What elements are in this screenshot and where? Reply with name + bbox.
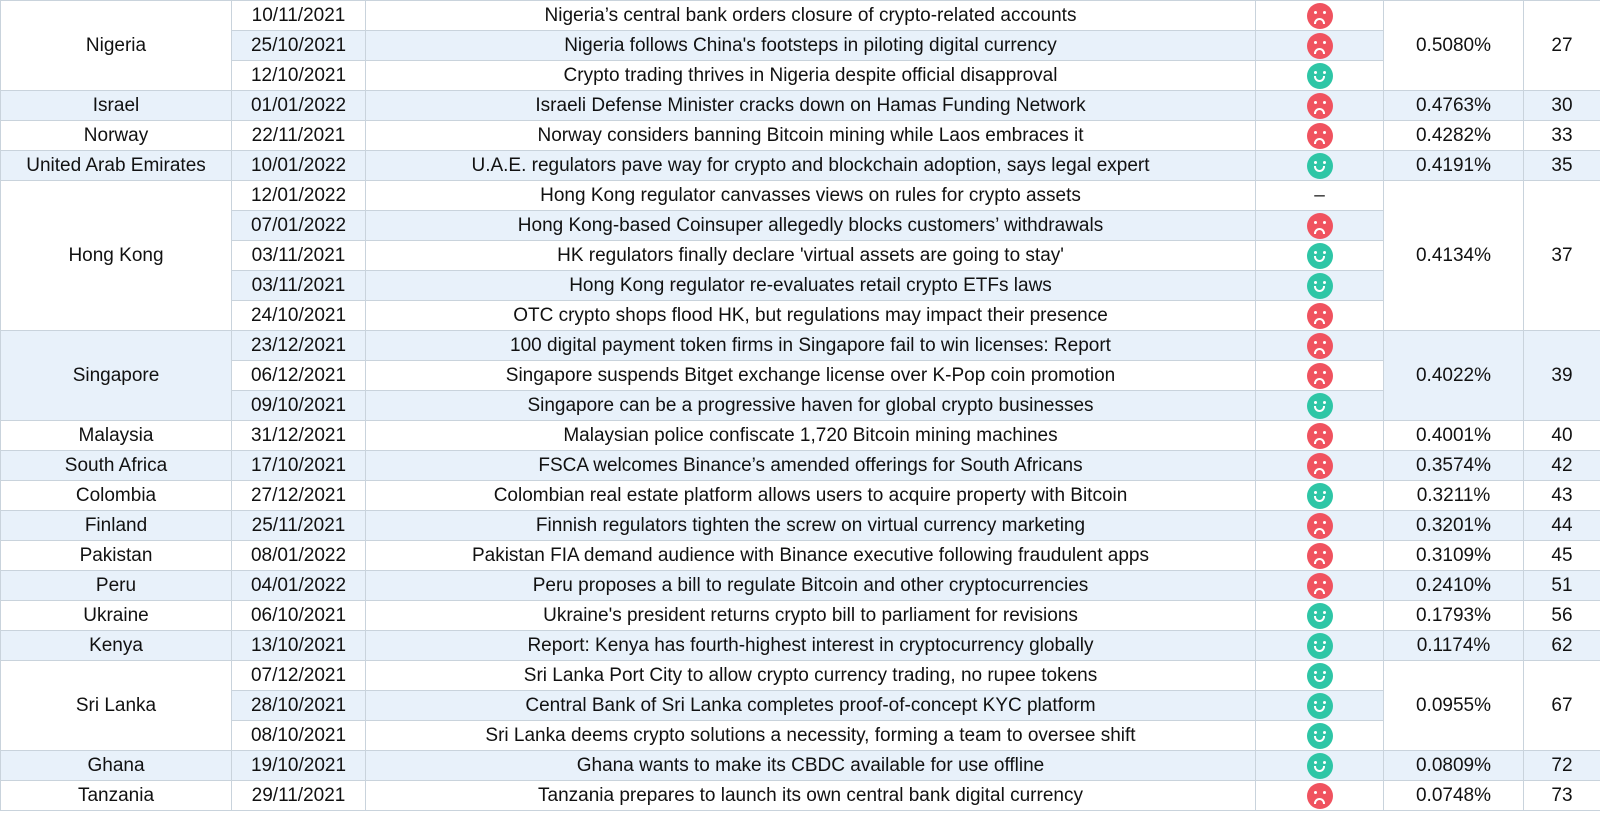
headline-cell[interactable]: U.A.E. regulators pave way for crypto and blockchain adoption, says legal expert [366, 151, 1256, 181]
date-cell[interactable]: 12/10/2021 [232, 61, 366, 91]
date-cell[interactable]: 06/12/2021 [232, 361, 366, 391]
sad-face-icon [1307, 33, 1333, 59]
date-cell[interactable]: 07/12/2021 [232, 661, 366, 691]
percent-cell[interactable]: 0.4001% [1384, 421, 1524, 451]
sentiment-cell[interactable] [1256, 121, 1384, 151]
table-row [1, 331, 1600, 361]
date-cell[interactable]: 24/10/2021 [232, 301, 366, 331]
country-cell[interactable]: Malaysia [1, 421, 232, 451]
date-cell[interactable]: 27/12/2021 [232, 481, 366, 511]
table-body [1, 1, 1600, 811]
percent-cell[interactable]: 0.3211% [1384, 481, 1524, 511]
rank-cell[interactable]: 43 [1524, 481, 1600, 511]
rank-cell[interactable]: 73 [1524, 781, 1600, 811]
happy-face-icon [1307, 633, 1333, 659]
rank-cell[interactable]: 62 [1524, 631, 1600, 661]
rank-cell[interactable]: 56 [1524, 601, 1600, 631]
headline-cell[interactable]: Pakistan FIA demand audience with Binance executive following fraudulent apps [366, 541, 1256, 571]
table-row [1, 661, 1600, 691]
headline-cell[interactable]: Hong Kong regulator canvasses views on rules for crypto assets [366, 181, 1256, 211]
table-row [1, 211, 1600, 241]
country-cell[interactable]: Nigeria [1, 1, 232, 91]
headline-cell[interactable]: Colombian real estate platform allows users to acquire property with Bitcoin [366, 481, 1256, 511]
table-row [1, 421, 1600, 451]
table-row [1, 691, 1600, 721]
table-row [1, 301, 1600, 331]
headline-cell[interactable]: Crypto trading thrives in Nigeria despite official disapproval [366, 61, 1256, 91]
headline-cell[interactable]: Ukraine's president returns crypto bill to parliament for revisions [366, 601, 1256, 631]
percent-cell[interactable]: 0.3201% [1384, 511, 1524, 541]
percent-cell[interactable]: 0.2410% [1384, 571, 1524, 601]
country-cell[interactable]: Peru [1, 571, 232, 601]
date-cell[interactable]: 13/10/2021 [232, 631, 366, 661]
table-row [1, 601, 1600, 631]
date-cell[interactable]: 01/01/2022 [232, 91, 366, 121]
date-cell[interactable]: 09/10/2021 [232, 391, 366, 421]
happy-face-icon [1307, 663, 1333, 689]
sentiment-cell[interactable] [1256, 631, 1384, 661]
table-row [1, 31, 1600, 61]
headline-cell[interactable]: Sri Lanka deems crypto solutions a necessity, forming a team to oversee shift [366, 721, 1256, 751]
sentiment-cell[interactable] [1256, 91, 1384, 121]
rank-cell[interactable]: 30 [1524, 91, 1600, 121]
table-row [1, 781, 1600, 811]
date-cell[interactable]: 03/11/2021 [232, 271, 366, 301]
headline-cell[interactable]: Peru proposes a bill to regulate Bitcoin and other cryptocurrencies [366, 571, 1256, 601]
country-cell[interactable]: United Arab Emirates [1, 151, 232, 181]
sentiment-cell[interactable] [1256, 571, 1384, 601]
sentiment-cell[interactable] [1256, 751, 1384, 781]
sentiment-cell[interactable] [1256, 781, 1384, 811]
sad-face-icon [1307, 213, 1333, 239]
sad-face-icon [1307, 93, 1333, 119]
sad-face-icon [1307, 303, 1333, 329]
headline-cell[interactable]: 100 digital payment token firms in Singapore fail to win licenses: Report [366, 331, 1256, 361]
country-cell[interactable]: Tanzania [1, 781, 232, 811]
date-cell[interactable]: 03/11/2021 [232, 241, 366, 271]
rank-cell[interactable]: 51 [1524, 571, 1600, 601]
date-cell[interactable]: 31/12/2021 [232, 421, 366, 451]
percent-cell[interactable]: 0.4022% [1384, 331, 1524, 421]
sad-face-icon [1307, 123, 1333, 149]
rank-cell[interactable]: 39 [1524, 331, 1600, 421]
rank-cell[interactable]: 35 [1524, 151, 1600, 181]
headline-cell[interactable]: Hong Kong regulator re-evaluates retail crypto ETFs laws [366, 271, 1256, 301]
percent-cell[interactable]: 0.4134% [1384, 181, 1524, 331]
sentiment-cell[interactable] [1256, 511, 1384, 541]
country-cell[interactable]: Ghana [1, 751, 232, 781]
percent-cell[interactable]: 0.4282% [1384, 121, 1524, 151]
rank-cell[interactable]: 45 [1524, 541, 1600, 571]
date-cell[interactable]: 25/10/2021 [232, 31, 366, 61]
headline-cell[interactable]: Norway considers banning Bitcoin mining while Laos embraces it [366, 121, 1256, 151]
headline-cell[interactable]: HK regulators finally declare 'virtual assets are going to stay' [366, 241, 1256, 271]
headline-cell[interactable]: FSCA welcomes Binance’s amended offerings for South Africans [366, 451, 1256, 481]
sentiment-cell[interactable] [1256, 721, 1384, 751]
headline-cell[interactable]: Hong Kong-based Coinsuper allegedly blocks customers’ withdrawals [366, 211, 1256, 241]
headline-cell[interactable]: Finnish regulators tighten the screw on virtual currency marketing [366, 511, 1256, 541]
happy-face-icon [1307, 63, 1333, 89]
sentiment-cell[interactable] [1256, 691, 1384, 721]
sentiment-cell[interactable] [1256, 541, 1384, 571]
country-cell[interactable]: Sri Lanka [1, 661, 232, 751]
rank-cell[interactable]: 40 [1524, 421, 1600, 451]
sad-face-icon [1307, 573, 1333, 599]
rank-cell[interactable]: 67 [1524, 661, 1600, 751]
rank-cell[interactable]: 27 [1524, 1, 1600, 91]
table-row [1, 61, 1600, 91]
rank-cell[interactable]: 37 [1524, 181, 1600, 331]
sentiment-cell[interactable] [1256, 151, 1384, 181]
sad-face-icon [1307, 363, 1333, 389]
happy-face-icon [1307, 273, 1333, 299]
sentiment-cell[interactable] [1256, 1, 1384, 31]
date-cell[interactable]: 07/01/2022 [232, 211, 366, 241]
date-cell[interactable]: 17/10/2021 [232, 451, 366, 481]
headline-cell[interactable]: Singapore suspends Bitget exchange license over K-Pop coin promotion [366, 361, 1256, 391]
neutral-dash: – [1314, 184, 1325, 206]
percent-cell[interactable]: 0.1793% [1384, 601, 1524, 631]
happy-face-icon [1307, 153, 1333, 179]
table-row [1, 451, 1600, 481]
date-cell[interactable]: 06/10/2021 [232, 601, 366, 631]
percent-cell[interactable]: 0.3574% [1384, 451, 1524, 481]
sad-face-icon [1307, 513, 1333, 539]
percent-cell[interactable]: 0.1174% [1384, 631, 1524, 661]
headline-cell[interactable]: OTC crypto shops flood HK, but regulations may impact their presence [366, 301, 1256, 331]
happy-face-icon [1307, 603, 1333, 629]
table-row [1, 721, 1600, 751]
table-row [1, 91, 1600, 121]
country-cell[interactable]: Hong Kong [1, 181, 232, 331]
sad-face-icon [1307, 333, 1333, 359]
date-cell[interactable]: 23/12/2021 [232, 331, 366, 361]
sad-face-icon [1307, 3, 1333, 29]
sad-face-icon [1307, 453, 1333, 479]
table-row [1, 181, 1600, 211]
rank-cell[interactable]: 42 [1524, 451, 1600, 481]
sentiment-cell[interactable] [1256, 331, 1384, 361]
sentiment-cell[interactable] [1256, 211, 1384, 241]
country-cell[interactable]: Singapore [1, 331, 232, 421]
date-cell[interactable]: 08/01/2022 [232, 541, 366, 571]
date-cell[interactable]: 10/01/2022 [232, 151, 366, 181]
percent-cell[interactable]: 0.4191% [1384, 151, 1524, 181]
sentiment-cell[interactable] [1256, 481, 1384, 511]
sentiment-cell[interactable] [1256, 421, 1384, 451]
headline-cell[interactable]: Central Bank of Sri Lanka completes proof-of-concept KYC platform [366, 691, 1256, 721]
percent-cell[interactable]: 0.3109% [1384, 541, 1524, 571]
sentiment-cell[interactable] [1256, 61, 1384, 91]
sad-face-icon [1307, 783, 1333, 809]
table-row [1, 361, 1600, 391]
happy-face-icon [1307, 693, 1333, 719]
headline-cell[interactable]: Tanzania prepares to launch its own central bank digital currency [366, 781, 1256, 811]
headline-cell[interactable]: Report: Kenya has fourth-highest interest in cryptocurrency globally [366, 631, 1256, 661]
date-cell[interactable]: 08/10/2021 [232, 721, 366, 751]
headline-cell[interactable]: Malaysian police confiscate 1,720 Bitcoin mining machines [366, 421, 1256, 451]
percent-cell[interactable]: 0.0955% [1384, 661, 1524, 751]
country-cell[interactable]: Ukraine [1, 601, 232, 631]
sentiment-cell[interactable] [1256, 31, 1384, 61]
percent-cell[interactable]: 0.0809% [1384, 751, 1524, 781]
headline-cell[interactable]: Nigeria’s central bank orders closure of crypto-related accounts [366, 1, 1256, 31]
country-cell[interactable]: Norway [1, 121, 232, 151]
date-cell[interactable]: 28/10/2021 [232, 691, 366, 721]
table-row [1, 151, 1600, 181]
happy-face-icon [1307, 753, 1333, 779]
headline-cell[interactable]: Nigeria follows China's footsteps in piloting digital currency [366, 31, 1256, 61]
date-cell[interactable]: 25/11/2021 [232, 511, 366, 541]
country-cell[interactable]: Israel [1, 91, 232, 121]
happy-face-icon [1307, 483, 1333, 509]
rank-cell[interactable]: 44 [1524, 511, 1600, 541]
headline-cell[interactable]: Ghana wants to make its CBDC available for use offline [366, 751, 1256, 781]
headline-cell[interactable]: Sri Lanka Port City to allow crypto currency trading, no rupee tokens [366, 661, 1256, 691]
percent-cell[interactable]: 0.4763% [1384, 91, 1524, 121]
sentiment-cell[interactable] [1256, 601, 1384, 631]
sentiment-cell[interactable] [1256, 661, 1384, 691]
rank-cell[interactable]: 33 [1524, 121, 1600, 151]
percent-cell[interactable]: 0.5080% [1384, 1, 1524, 91]
sentiment-cell[interactable] [1256, 301, 1384, 331]
sad-face-icon [1307, 543, 1333, 569]
table-row [1, 121, 1600, 151]
date-cell[interactable]: 10/11/2021 [232, 1, 366, 31]
sentiment-cell[interactable] [1256, 181, 1384, 211]
date-cell[interactable]: 04/01/2022 [232, 571, 366, 601]
table-row [1, 751, 1600, 781]
country-cell[interactable]: Kenya [1, 631, 232, 661]
table-row [1, 541, 1600, 571]
sad-face-icon [1307, 423, 1333, 449]
table-row [1, 481, 1600, 511]
date-cell[interactable]: 19/10/2021 [232, 751, 366, 781]
happy-face-icon [1307, 723, 1333, 749]
table-row [1, 631, 1600, 661]
date-cell[interactable]: 12/01/2022 [232, 181, 366, 211]
sentiment-cell[interactable] [1256, 361, 1384, 391]
sentiment-cell[interactable] [1256, 391, 1384, 421]
percent-cell[interactable]: 0.0748% [1384, 781, 1524, 811]
table-row [1, 241, 1600, 271]
happy-face-icon [1307, 393, 1333, 419]
sentiment-cell[interactable] [1256, 451, 1384, 481]
date-cell[interactable]: 22/11/2021 [232, 121, 366, 151]
table-row [1, 571, 1600, 601]
table-row [1, 271, 1600, 301]
country-cell[interactable]: South Africa [1, 451, 232, 481]
table-row [1, 511, 1600, 541]
sentiment-cell[interactable] [1256, 271, 1384, 301]
sentiment-cell[interactable] [1256, 241, 1384, 271]
happy-face-icon [1307, 243, 1333, 269]
headline-cell[interactable]: Israeli Defense Minister cracks down on Hamas Funding Network [366, 91, 1256, 121]
table-row [1, 391, 1600, 421]
rank-cell[interactable]: 72 [1524, 751, 1600, 781]
headline-cell[interactable]: Singapore can be a progressive haven for global crypto businesses [366, 391, 1256, 421]
country-cell[interactable]: Pakistan [1, 541, 232, 571]
date-cell[interactable]: 29/11/2021 [232, 781, 366, 811]
table-row [1, 1, 1600, 31]
country-cell[interactable]: Colombia [1, 481, 232, 511]
country-cell[interactable]: Finland [1, 511, 232, 541]
